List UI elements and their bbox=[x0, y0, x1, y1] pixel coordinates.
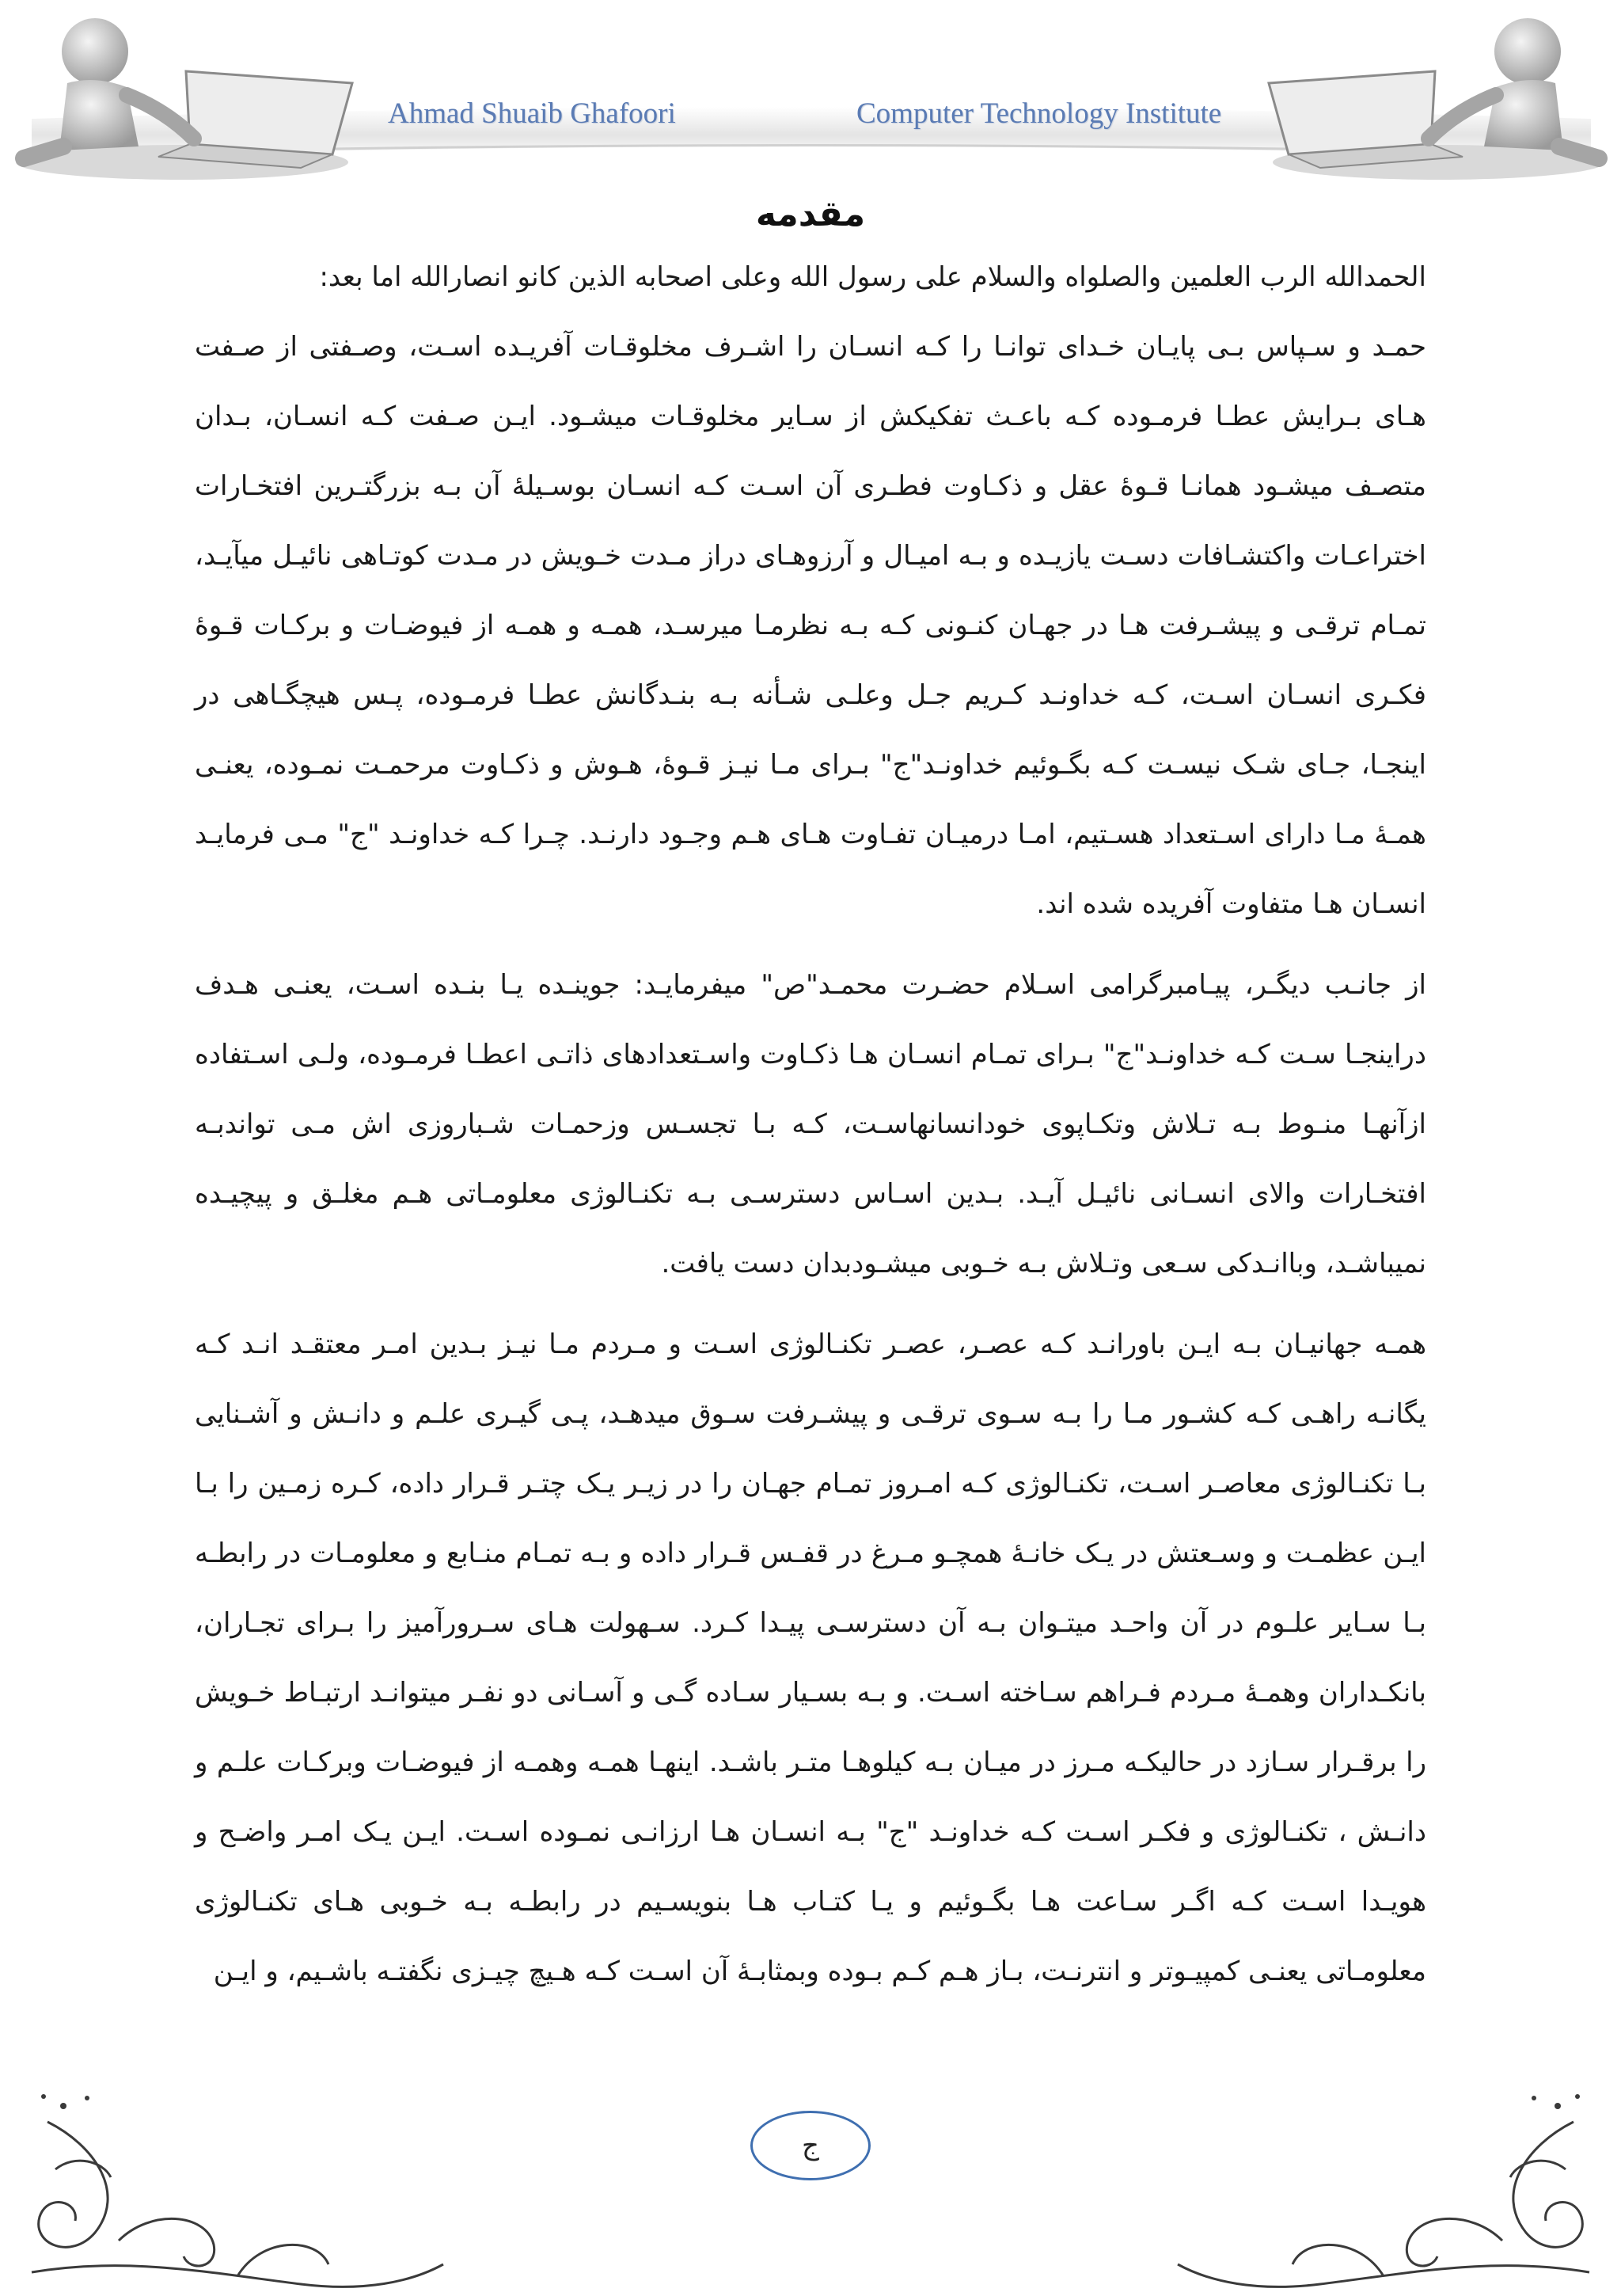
header-decoration bbox=[0, 0, 1621, 206]
left-figure-laptop-illustration bbox=[16, 18, 352, 180]
page-number: ج bbox=[750, 2111, 871, 2180]
header-author-name: Ahmad Shuaib Ghafoori bbox=[388, 97, 676, 130]
footer-ornament bbox=[0, 2074, 1621, 2293]
document-body bbox=[195, 255, 1426, 2006]
body-paragraph-1: حمـد و سـپاس بـی پایـان خـدای توانـا را کـه انسـان را اشـرف مخلوقـات آفریـده اسـت، وصـفتی از صـفت هـای بـرایش عطـا فرمـوده کـه باعـث تفکیکش از سـایر مخلوقـات میشـود. ایـن صـفت کـه انسـان، بـدان متصـف میشـود همانـا قـوهٔ عقل و ذکـاوت فطـری آن اسـت کـه انسـان بوسـیلهٔ آن بـه بزرگتـرین افتخـارات اختراعـات واکتشـافات دسـت یازیـده و بـه امیـال و آرزوهـای دراز مـدت خـویش در مـدت کوتـاهی نائیـل میآیـد، تمـام ترقـی و پیشـرفت هـا در جهـان کنـونی کـه بـه نظرمـا میرسـد، همـه و همـه از فیوضـات و برکـات قـوهٔ فکـری انسـان اسـت، کـه خداونـد کـریم جـل وعلـی شـأنه بـه بنـدگانش عطـا فرمـوده، پـس هیچگـاهی در اینجـا، جـای شـک نیسـت کـه بگـوئیم خداونـد"ج" بـرای مـا نیـز قـوهٔ، هـوش و ذکـاوت مرحمـت نمـوده، یعنـی همـهٔ مـا دارای اسـتعداد هسـتیم، امـا درمیـان تفـاوت هـای هـم وجـود دارنـد. چـرا کـه خداونـد "ج" مـی فرمایـد انسـان هـا متفاوت آفریده شده اند. bbox=[195, 331, 1426, 920]
body-paragraph-3: همـه جهانیـان بـه ایـن باورانـد کـه عصـر، عصـر تکنـالوژی اسـت و مـردم مـا نیـز بـدین امـر معتقـد انـد کـه یگانـه راهـی کـه کشـور مـا را بـه سـوی ترقـی و پیشـرفت سـوق میدهـد، پـی گیـری علـم و دانـش و آشـنایی بـا تکنـالوژی معاصـر اسـت، تکنـالوژی کـه امـروز تمـام جهـان را در زیـر یـک چتـر قـرار داده، کـره زمـین را بـا ایـن عظمـت و وسـعتش در یـک خانـهٔ همچـو مـرغ در قفـس قـرار داده و بـه تمـام منـابع و معلومـات در رابطـه بـا سـایر علـوم در آن واحـد میتـوان بـه آن دسترسـی پیـدا کـرد. سـهولت هـای سـرورآمیز را بـرای تجـاران، بانکـداران وهمـهٔ مـردم فـراهم سـاخته اسـت. و بـه بسـیار سـاده گـی و آسـانی دو نفـر میتوانـد ارتبـاط خـویش را برقـرار سـازد در حالیکـه مـرز در میـان بـه کیلوهـا متـر باشـد. اینهـا همـه وهمـه از فیوضـات وبرکـات علـم و دانـش ، تکنـالوژی و فکـر اسـت کـه خداونـد "ج" بـه انسـان هـا ارزانـی نمـوده اسـت. ایـن یـک امـر واضـح و هویـدا اسـت کـه اگـر سـاعت هـا بگـوئیم و یـا کتـاب هـا بنویسـیم در رابطـه بـه خـوبی هـای تکنـالوژی معلومـاتی یعنـی کمپیـوتر و انترنـت، بـاز هـم کـم بـوده وبمثابـهٔ آن اسـت کـه هـیچ چیـزی نگفتـه باشـیم، و ایـن bbox=[195, 1329, 1426, 1987]
page-footer bbox=[0, 2074, 1621, 2293]
right-figure-laptop-illustration bbox=[1269, 18, 1605, 180]
body-paragraph-2: از جانـب دیگـر، پیـامبرگرامی اسـلام حضـرت محمـد"ص" میفرمایـد: جوینـده یـا بنـده اسـت، یعنـی هـدف دراینجـا سـت کـه خداونـد"ج" بـرای تمـام انسـان هـا ذکـاوت واسـتعدادهای ذاتـی اعطـا فرمـوده، ولـی اسـتفاده ازآنهـا منـوط بـه تـلاش وتکـاپوی خودانسانهاسـت، کـه بـا تجسـس وزحمـات شـباروزی اش مـی تواندبـه افتخـارات والای انسـانی نائیـل آیـد. بـدین اسـاس دسترسـی بـه تکنـالوژی معلومـاتی هـم مغلـق و پیچیـده نمیباشـد، وباانـدکی سـعی وتـلاش بـه خـوبی میشـودبدان دست یافت. bbox=[195, 969, 1426, 1279]
page-title: مقدمه bbox=[755, 194, 866, 234]
opening-line: الحمدالله الرب العلمین والصلواه والسلام علی رسول الله وعلی اصحابه الذین کانو انصارالله اما بعد: bbox=[319, 261, 1426, 293]
page-header bbox=[0, 0, 1621, 206]
header-institute-name: Computer Technology Institute bbox=[856, 97, 1222, 130]
